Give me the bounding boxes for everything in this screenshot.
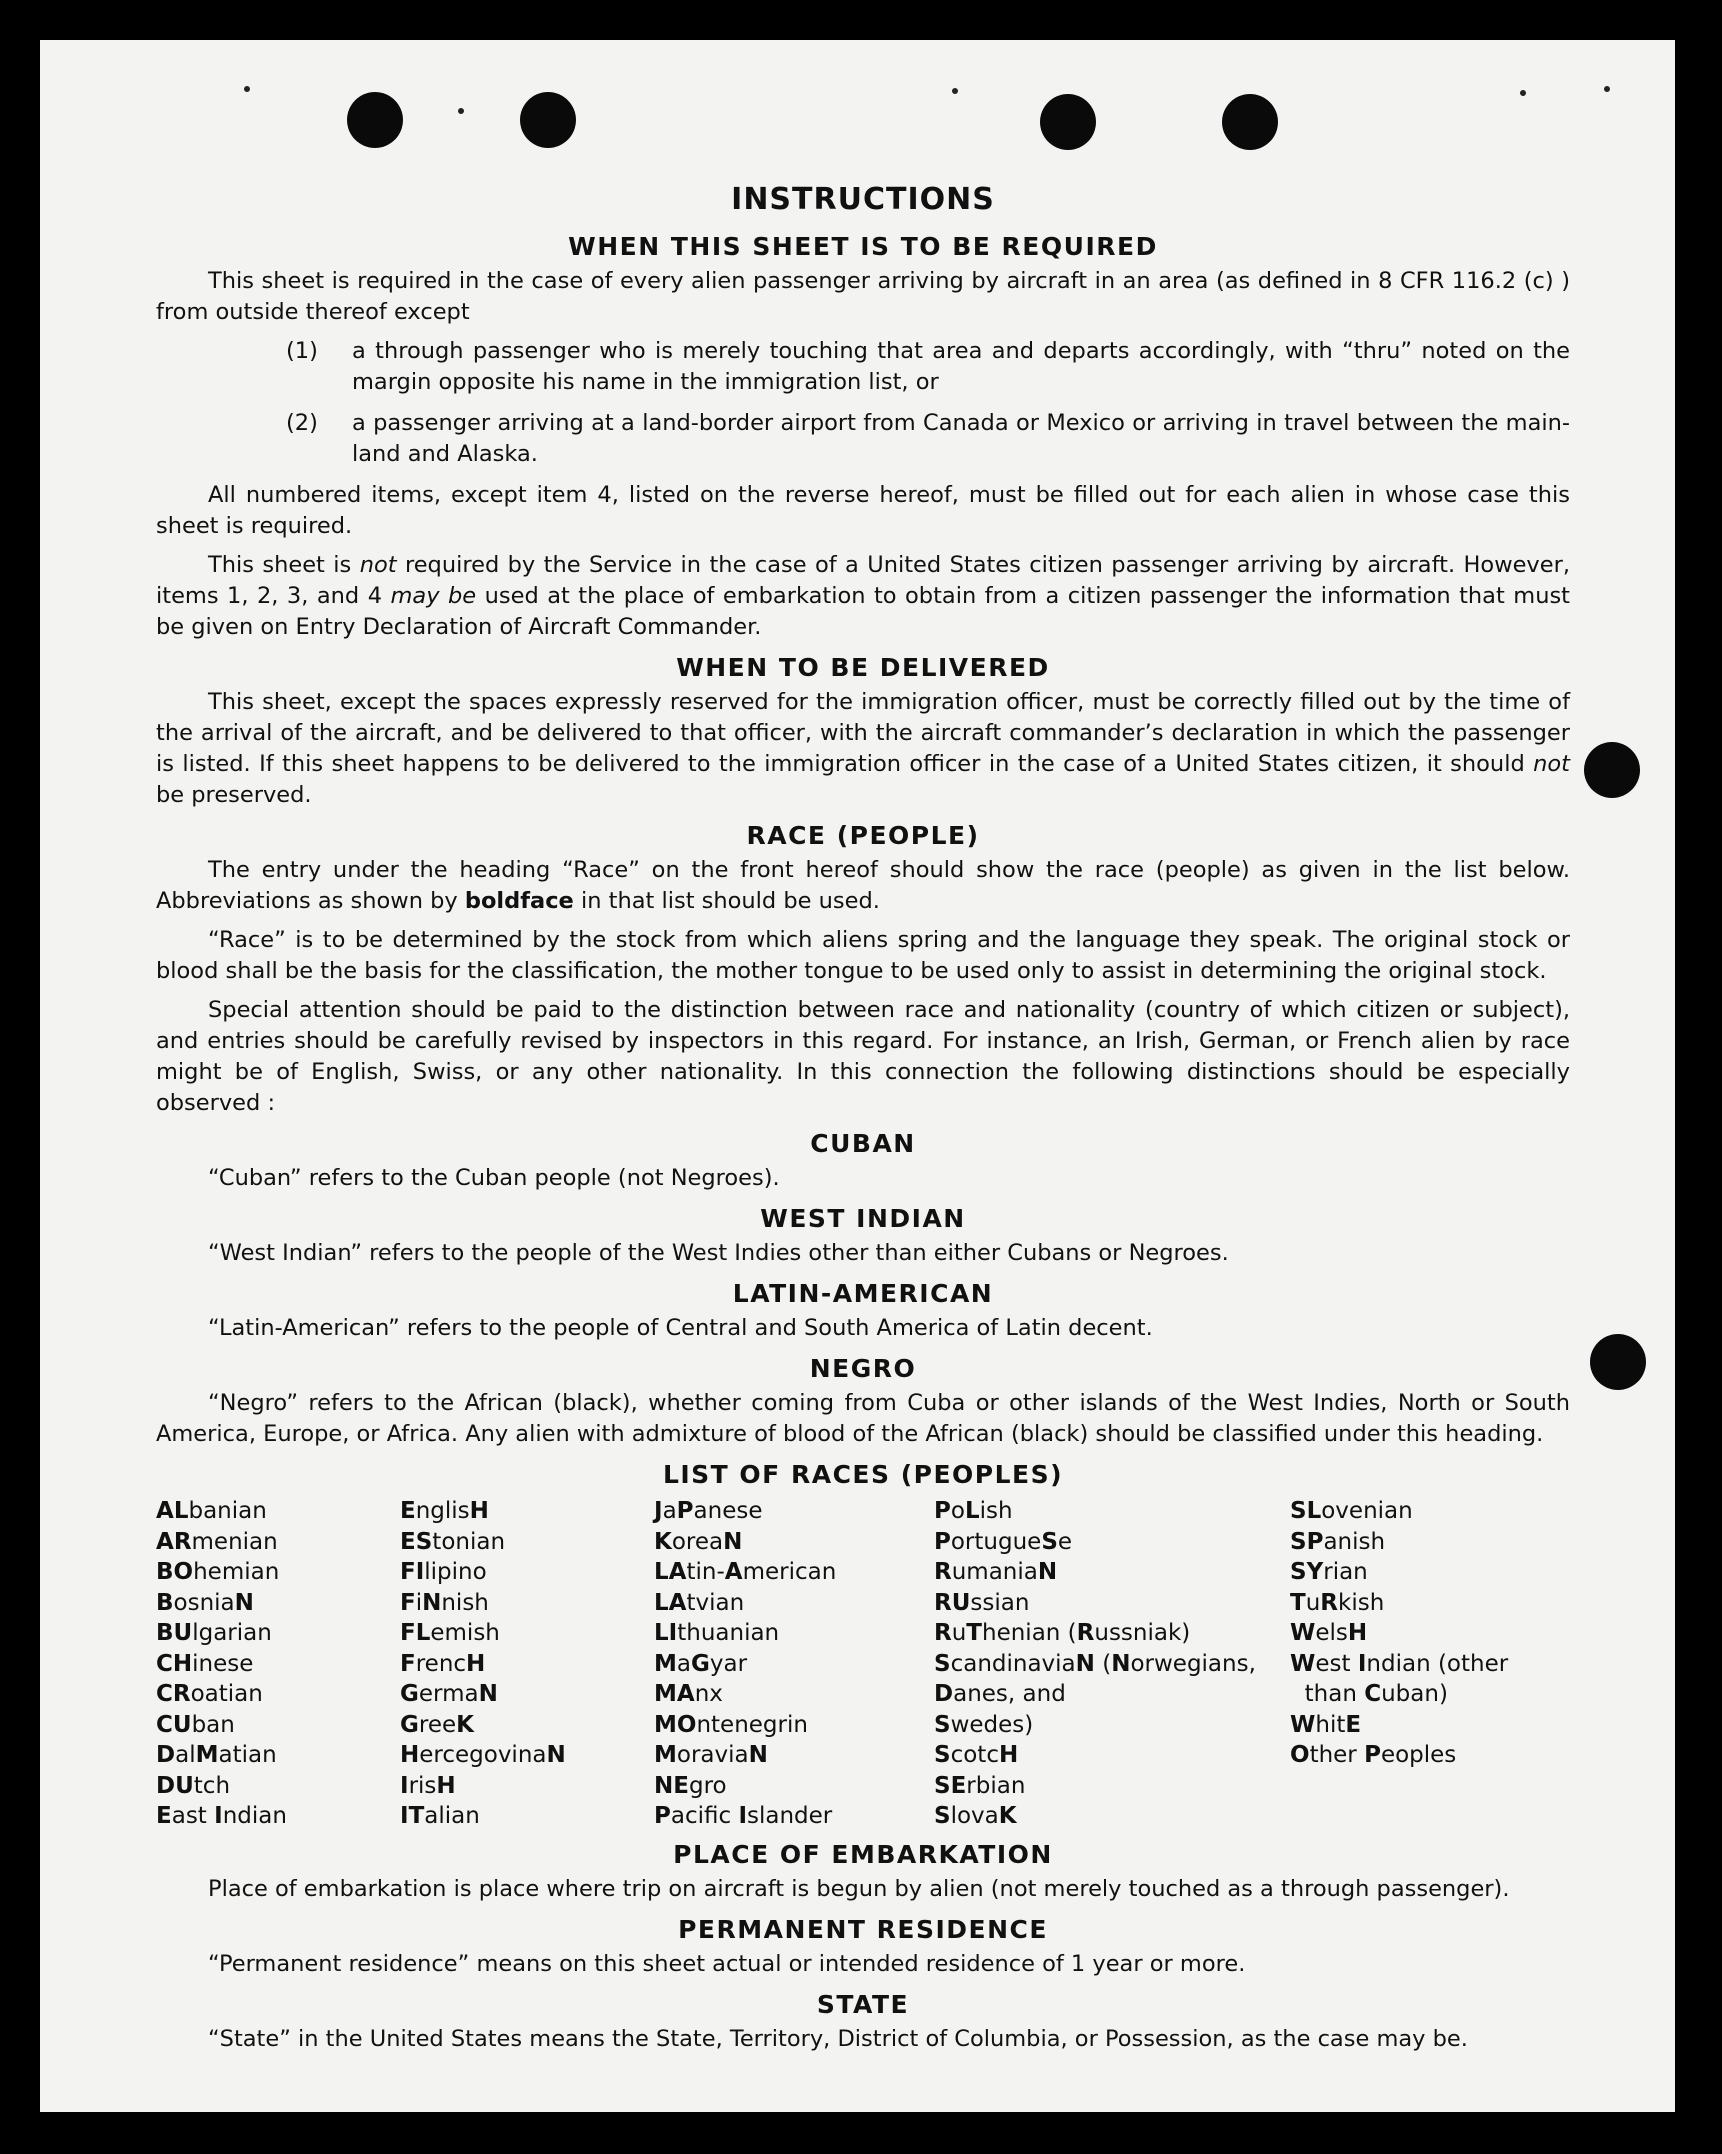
- emphasis-not: not: [1533, 751, 1570, 777]
- exception-number: (1): [286, 338, 318, 364]
- race-entry: FrencH: [400, 1650, 486, 1677]
- paragraph-required: This sheet is required in the case of every alien passenger arriving by aircraft in an area (as defined in 8 CFR 116.2 (c) ) from outside thereof except: [156, 268, 1570, 325]
- text-run: in that list should be used.: [573, 888, 880, 914]
- section-heading-residence: PERMANENT RESIDENCE: [678, 1914, 1048, 1944]
- speck: [458, 108, 464, 114]
- race-entry: RumaniaN: [934, 1559, 1058, 1585]
- race-entry: ARmenian: [156, 1528, 278, 1555]
- race-entry: CRoatian: [156, 1681, 263, 1707]
- exception-text: a passenger arriving at a land-border airport from Canada or Mexico or arriving in travel between the main-land and Alaska.: [352, 410, 1570, 467]
- instructions-content: [156, 180, 1570, 2063]
- text-run: be preserved.: [156, 782, 312, 808]
- definition-west-indian: “West Indian” refers to the people of the West Indies other than either Cubans or Negroes.: [208, 1240, 1229, 1266]
- paragraph-race-stock: “Race” is to be determined by the stock from which aliens spring and the language they speak. The original stock or blood shall be the basis for the classification, the mother tongue to be used only to assist in determining the original stock.: [156, 927, 1570, 984]
- definition-embarkation: Place of embarkation is place where trip on aircraft is begun by alien (not merely touched as a through passenger).: [208, 1875, 1510, 1902]
- definition-cuban: “Cuban” refers to the Cuban people (not Negroes).: [208, 1165, 780, 1191]
- race-entry: EStonian: [400, 1528, 506, 1555]
- paragraph-citizen: [156, 550, 1570, 643]
- race-entry: LAtvian: [654, 1589, 745, 1616]
- section-heading-west-indian: WEST INDIAN: [760, 1204, 966, 1233]
- paragraph-delivered: [156, 687, 1570, 811]
- punch-hole: [520, 92, 576, 148]
- race-entry: CHinese: [156, 1650, 254, 1677]
- race-entry: MOntenegrin: [654, 1711, 808, 1738]
- race-entry: MoraviaN: [654, 1742, 768, 1768]
- text-run: This sheet, except the spaces expressly reserved for the immigration officer, must be correctly filled out by the time of the arrival of the aircraft, and be delivered to that officer, with the aircraft commander’s declaration in which the passenger is listed. If this sheet happens to be delivered to the immigration officer in the case of a United States citizen, it should: [156, 689, 1570, 777]
- section-heading-delivered: WHEN TO BE DELIVERED: [676, 653, 1050, 682]
- document-page: [40, 40, 1675, 2112]
- race-entry: BOhemian: [156, 1559, 280, 1585]
- punch-hole: [1040, 94, 1096, 150]
- race-column: [654, 1496, 934, 1832]
- race-entry: FiNnish: [400, 1589, 489, 1616]
- race-entry: SYrian: [1290, 1559, 1368, 1585]
- race-entry: WhitE: [1290, 1711, 1362, 1738]
- race-entry: East Indian: [156, 1803, 287, 1829]
- race-entry: ITalian: [400, 1803, 480, 1829]
- section-heading-state: STATE: [816, 1989, 910, 2019]
- race-entry: ScandinaviaN (Norwegians,: [934, 1650, 1256, 1677]
- race-entry: LAtin-American: [654, 1559, 837, 1585]
- race-entry: FLemish: [400, 1620, 500, 1646]
- paragraph-numbered-items: All numbered items, except item 4, listed on the reverse hereof, must be filled out for each alien in whose case this sheet is required.: [156, 482, 1570, 539]
- race-entry: HercegovinaN: [400, 1742, 566, 1768]
- bold-boldface: boldface: [464, 888, 574, 914]
- section-heading-negro: NEGRO: [809, 1354, 917, 1383]
- section-heading-cuban: CUBAN: [810, 1129, 916, 1158]
- exception-number: (2): [286, 410, 318, 436]
- race-column: [1290, 1496, 1570, 1832]
- race-entry: RuThenian (Russniak): [934, 1620, 1191, 1646]
- race-entry: ScotcH: [934, 1742, 1019, 1768]
- definition-negro: “Negro” refers to the African (black), whether coming from Cuba or other islands of the West Indies, North or South America, Europe, or Africa. Any alien with admixture of blood of the African (black) should be classified under this heading.: [156, 1390, 1570, 1447]
- race-column: [934, 1496, 1290, 1832]
- speck: [1520, 90, 1526, 96]
- race-list-grid: [156, 1496, 1570, 1832]
- speck: [952, 88, 958, 94]
- exception-text: a through passenger who is merely touching that area and departs accordingly, with “thru” noted on the margin opposite his name in the immigration list, or: [352, 338, 1570, 395]
- race-entry: Danes, and: [934, 1681, 1066, 1707]
- race-entry: SLovenian: [1290, 1498, 1413, 1524]
- race-column: [400, 1496, 654, 1832]
- race-entry: TuRkish: [1290, 1589, 1385, 1616]
- race-entry: PortugueSe: [934, 1528, 1073, 1555]
- race-entry: SlovaK: [934, 1803, 1017, 1829]
- section-heading-race: RACE (PEOPLE): [746, 821, 980, 850]
- punch-hole: [1590, 1334, 1646, 1390]
- race-entry: SErbian: [934, 1772, 1026, 1799]
- race-entry: PoLish: [934, 1498, 1013, 1524]
- definition-latin-american: “Latin-American” refers to the people of Central and South America of Latin decent.: [208, 1315, 1153, 1341]
- race-entry: NEgro: [654, 1772, 727, 1799]
- punch-hole: [347, 92, 403, 148]
- paragraph-race-nationality: Special attention should be paid to the distinction between race and nationality (country of which citizen or subject), and entries should be carefully revised by inspectors in this regard. For instance, an Irish, German, or French alien by race might be of English, Swiss, or any other nationality. In this connection the following distinctions should be especially observed :: [156, 997, 1570, 1116]
- race-entry: EnglisH: [400, 1498, 489, 1524]
- definition-state: “State” in the United States means the State, Territory, District of Columbia, or Possession, as the case may be.: [208, 2025, 1468, 2052]
- race-entry: MAnx: [654, 1681, 723, 1707]
- punch-hole: [1222, 94, 1278, 150]
- text-run: used at the place of embarkation to obtain from a citizen passenger the information that must be given on Entry Declaration of Aircraft Commander.: [156, 583, 1570, 640]
- speck: [1604, 86, 1610, 92]
- text-run: required by the Service in the case of a United States citizen passenger arriving by aircraft. However, items 1, 2, 3, and 4: [156, 552, 1570, 609]
- section-heading-required: WHEN THIS SHEET IS TO BE REQUIRED: [568, 232, 1158, 261]
- race-entry: RUssian: [934, 1589, 1030, 1616]
- emphasis-may-be: may be: [390, 583, 477, 609]
- race-entry: LIthuanian: [654, 1620, 780, 1646]
- race-entry: IrisH: [400, 1772, 456, 1799]
- text-run: The entry under the heading “Race” on the front hereof should show the race (people) as given in the list below. Abbreviations as shown by: [156, 857, 1570, 914]
- race-entry: DUtch: [156, 1772, 231, 1799]
- race-column: [156, 1496, 400, 1832]
- race-entry: DalMatian: [156, 1742, 277, 1768]
- race-entry: GermaN: [400, 1681, 498, 1707]
- emphasis-not: not: [359, 552, 397, 578]
- speck: [244, 86, 250, 92]
- race-entry: BosniaN: [156, 1589, 254, 1616]
- race-entry: CUban: [156, 1711, 235, 1738]
- section-heading-list-of-races: LIST OF RACES (PEOPLES): [662, 1460, 1064, 1489]
- section-heading-latin-american: LATIN-AMERICAN: [732, 1279, 994, 1308]
- section-heading-embarkation: PLACE OF EMBARKATION: [673, 1839, 1053, 1869]
- race-entry: Other Peoples: [1290, 1742, 1457, 1768]
- text-run: This sheet is: [208, 552, 360, 578]
- race-entry: ALbanian: [156, 1498, 267, 1524]
- race-entry: JaPanese: [654, 1498, 763, 1524]
- race-entry: Pacific Islander: [654, 1803, 833, 1829]
- definition-residence: “Permanent residence” means on this sheet actual or intended residence of 1 year or more.: [208, 1950, 1246, 1977]
- punch-hole: [1584, 742, 1640, 798]
- race-entry: BUlgarian: [156, 1620, 272, 1646]
- race-entry: KoreaN: [654, 1528, 743, 1555]
- exception-item-1: [156, 336, 1570, 398]
- race-entry: Swedes): [934, 1711, 1034, 1738]
- race-entry: than Cuban): [1290, 1681, 1448, 1707]
- exception-item-2: [156, 408, 1570, 470]
- page-title: INSTRUCTIONS: [731, 182, 995, 217]
- race-entry: SPanish: [1290, 1528, 1386, 1555]
- race-entry: MaGyar: [654, 1650, 748, 1677]
- race-entry: GreeK: [400, 1711, 474, 1738]
- race-entry: West Indian (other: [1290, 1650, 1509, 1677]
- race-entry: FIlipino: [400, 1559, 487, 1585]
- race-entry: WelsH: [1290, 1620, 1368, 1646]
- paragraph-race-entry: [156, 855, 1570, 917]
